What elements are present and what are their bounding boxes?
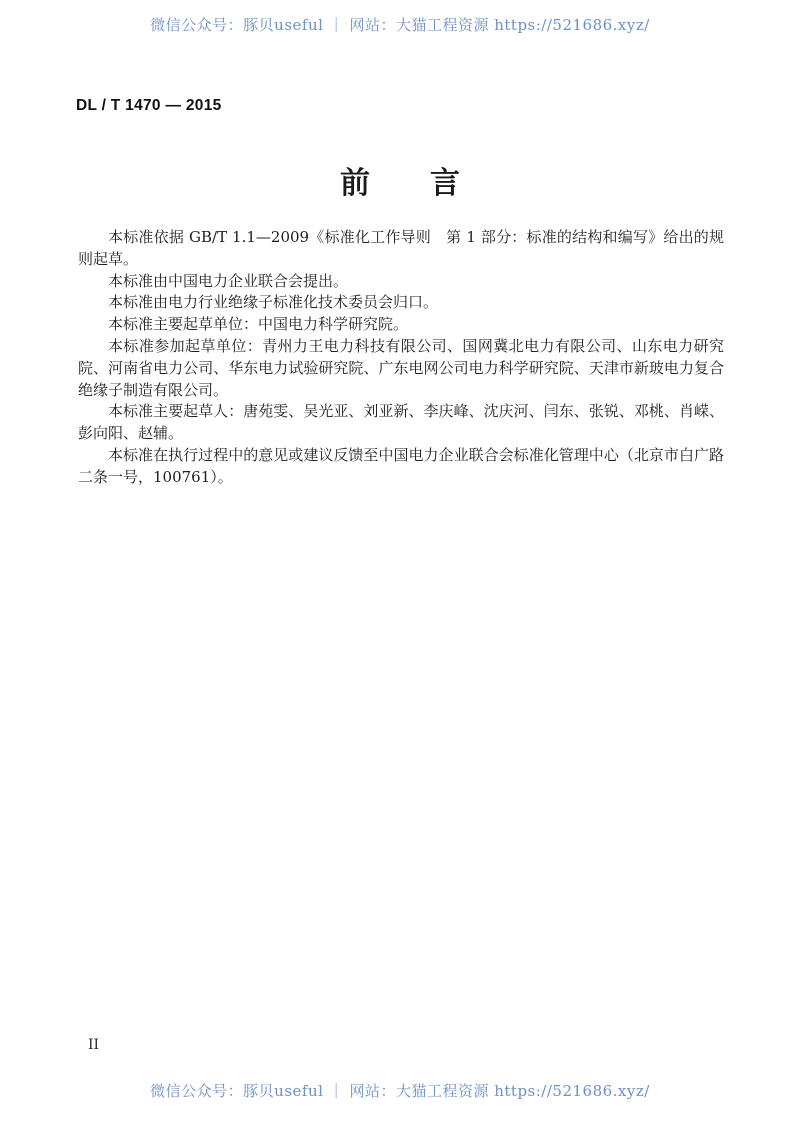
watermark-top: 微信公众号：豚贝useful ｜ 网站：大猫工程资源 https://521686.xyz/	[150, 16, 650, 34]
paragraph-feedback-address: 本标准在执行过程中的意见或建议反馈至中国电力企业联合会标准化管理中心（北京市白广路二条一号，100761）。	[78, 445, 724, 486]
paragraph-participating-orgs: 本标准参加起草单位：青州力王电力科技有限公司、国网冀北电力有限公司、山东电力研究院、河南省电力公司、华东电力试验研究院、广东电网公司电力科学研究院、天津市新玻电力复合绝缘子制造有限公司。	[78, 336, 724, 399]
paragraph-proposed-by: 本标准由中国电力企业联合会提出。	[108, 271, 349, 290]
paragraph-centralized-by: 本标准由电力行业绝缘子标准化技术委员会归口。	[108, 293, 439, 312]
foreword-body	[78, 227, 724, 489]
foreword-title: 前 言	[340, 167, 460, 200]
page-number: II	[88, 1037, 100, 1053]
watermark-bottom: 微信公众号：豚贝useful ｜ 网站：大猫工程资源 https://521686.xyz/	[150, 1082, 650, 1100]
paragraph-main-drafting-org: 本标准主要起草单位：中国电力科学研究院。	[108, 315, 409, 334]
paragraph-main-drafters: 本标准主要起草人：唐苑雯、吴光亚、刘亚新、李庆峰、沈庆河、闫东、张锐、邓桃、肖嵘、彭向阳、赵辅。	[78, 402, 724, 443]
standard-number: DL / T 1470 — 2015	[76, 97, 222, 114]
paragraph-drafting-rules: 本标准依据 GB/T 1.1—2009《标准化工作导则 第 1 部分：标准的结构和编写》给出的规则起草。	[78, 228, 724, 268]
